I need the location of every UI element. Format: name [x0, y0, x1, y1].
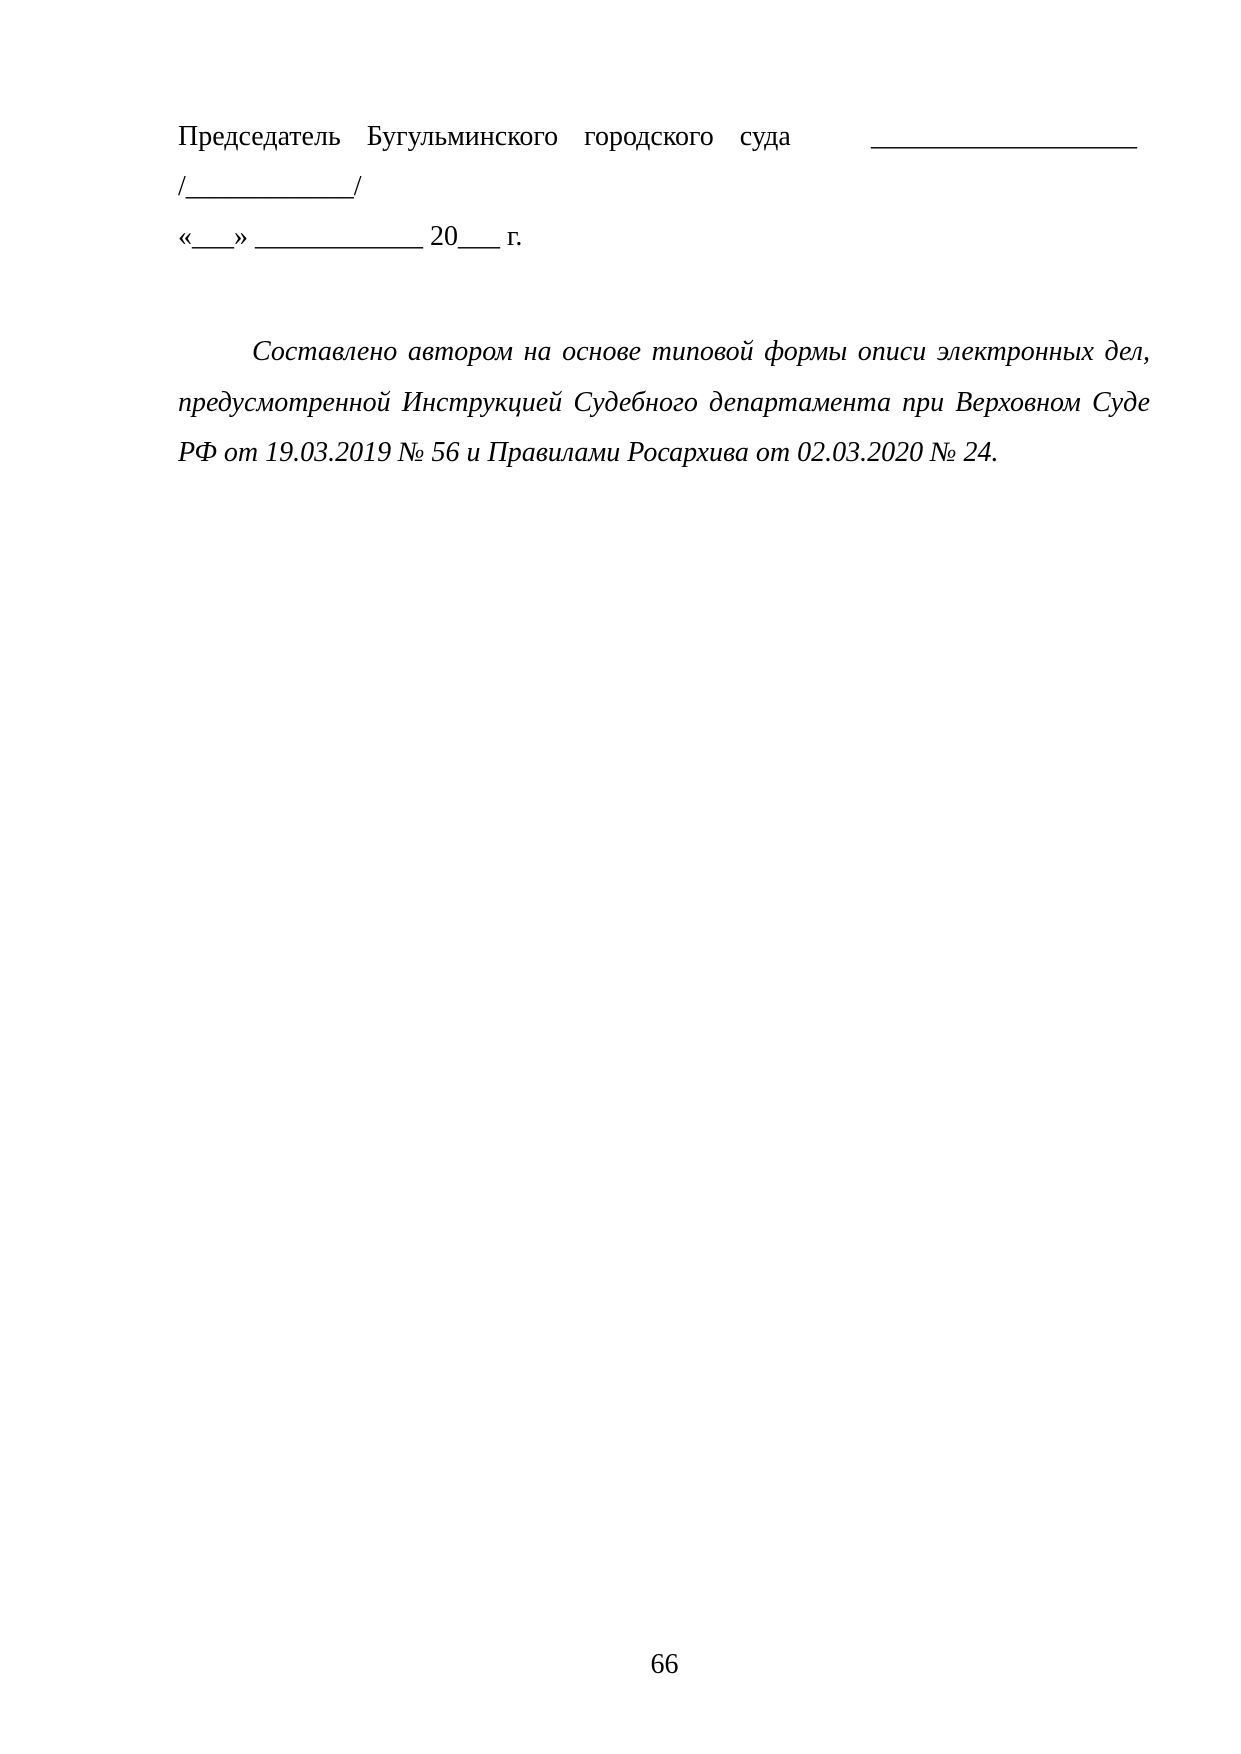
- page-number: 66: [650, 1649, 679, 1680]
- signatory-name-blank: /____________/: [178, 171, 362, 202]
- source-note: Составлено автором на основе типовой формы описи электронных дел, предусмотренной Инструкцией Судебного департамента при Верховном Суде РФ от 19.03.2019 № 56 и Правилами Росархива от 02.03.2020 № 24.: [178, 336, 1150, 468]
- signature-blank-line: ___________________: [871, 121, 1137, 152]
- signature-date-blank: «___» ____________ 20___ г.: [178, 221, 523, 252]
- signatory-title: Председатель Бугульминского городского суда: [178, 121, 791, 152]
